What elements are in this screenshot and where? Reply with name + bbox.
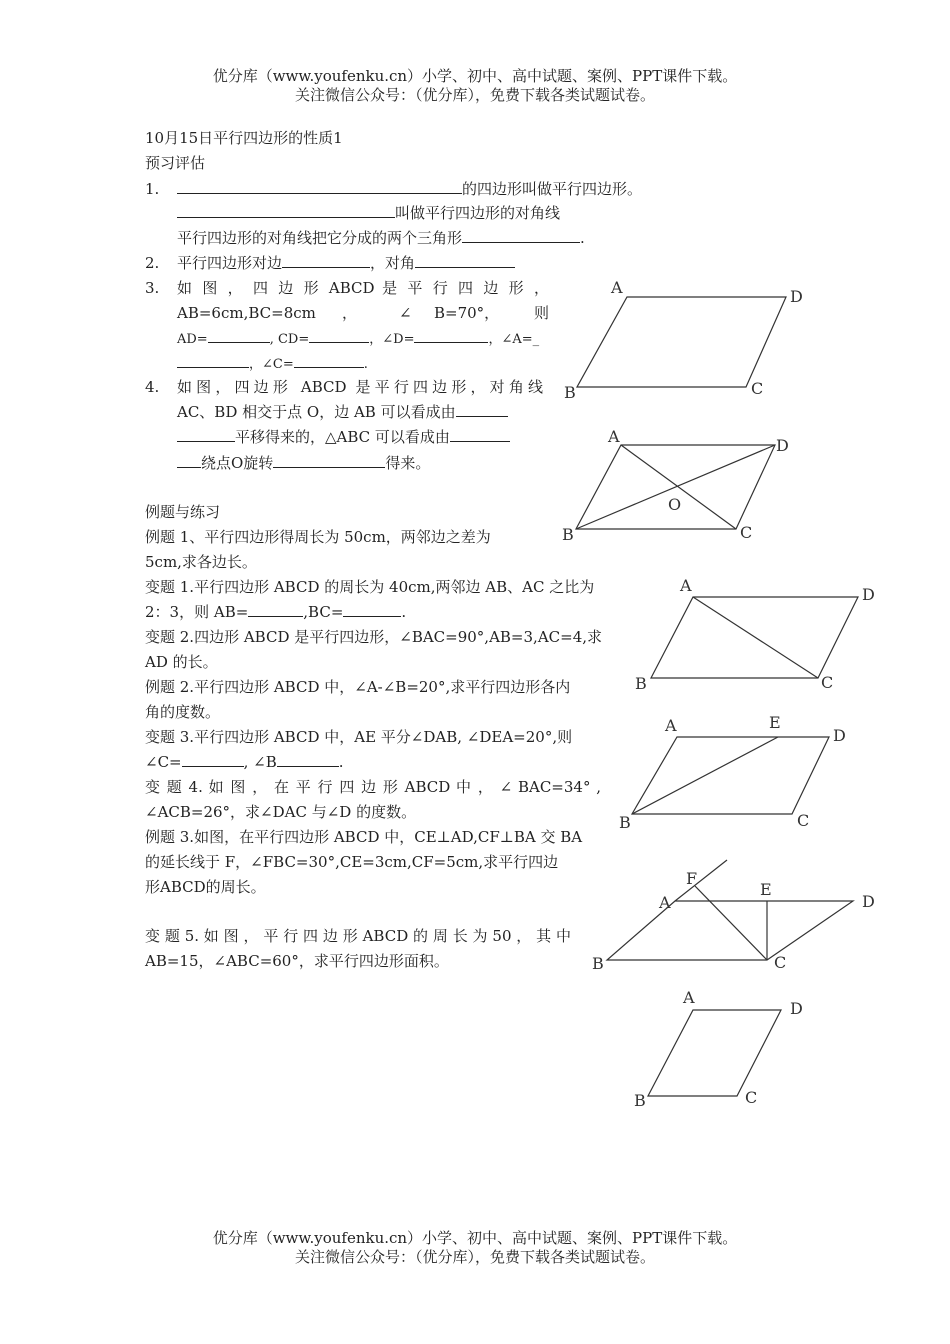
parallelogram-shape: [648, 1010, 781, 1096]
vertex-label-c: C: [745, 1088, 758, 1107]
diagonal-ac: [693, 597, 818, 678]
vertex-label-c: C: [797, 811, 810, 830]
example-3-line-3: 形ABCD的周长。: [145, 878, 266, 896]
variant-4-line-1: 变 题 4. 如 图 ， 在 平 行 四 边 形 ABCD 中 ， ∠ BAC=34° ,: [145, 778, 601, 796]
figure-1-parallelogram: [564, 278, 803, 402]
extension-ba: [675, 860, 727, 901]
vertex-label-a: A: [608, 427, 620, 446]
diagonal-ac: [621, 445, 736, 529]
vertex-label-d: D: [862, 585, 875, 604]
vertex-label-d: D: [790, 999, 803, 1018]
page-title: 10月15日平行四边形的性质1: [145, 129, 343, 147]
example-2-line-1: 例题 2.平行四边形 ABCD 中，∠A-∠B=20°,求平行四边形各内: [145, 678, 571, 696]
point-label-e: E: [769, 713, 781, 732]
q1-line-3: 平行四边形的对角线把它分成的两个三角形 .: [177, 229, 585, 247]
vertex-label-a: A: [665, 716, 677, 735]
q1-number: 1.: [145, 180, 160, 198]
variant-5-line-1: 变 题 5. 如 图 ， 平 行 四 边 形 ABCD 的 周 长 为 50 ， 其 中: [145, 927, 571, 945]
figure-4-parallelogram-bisector: [619, 713, 846, 832]
variant-1-line-2: 2：3，则 AB= ,BC= .: [145, 603, 407, 621]
q4-line-3: 平移得来的，△ABC 可以看成由: [177, 427, 510, 447]
vertex-label-c: C: [774, 953, 787, 972]
variant-4-line-2: ∠ACB=26°，求∠DAC 与∠D 的度数。: [145, 803, 417, 821]
figure-3-parallelogram-diagonal: [635, 576, 875, 693]
q4-line-4: 绕点O旋转 得来。: [177, 453, 430, 473]
diagonal-bd: [576, 445, 775, 529]
figure-5-parallelogram-heights: [592, 860, 875, 973]
q3-line-2: AB=6cm,BC=8cm ， ∠ B=70°， 则: [177, 304, 550, 322]
variant-2-line-2: AD 的长。: [145, 653, 218, 671]
example-1-line-2: 5cm,求各边长。: [145, 553, 257, 571]
q1-line-1: 的四边形叫做平行四边形。: [177, 179, 642, 199]
point-label-o: O: [668, 495, 682, 514]
parallelogram-shape: [632, 737, 829, 814]
vertex-label-c: C: [740, 523, 753, 542]
vertex-label-d: D: [833, 726, 846, 745]
vertex-label-b: B: [564, 383, 576, 402]
example-3-line-2: 的延长线于 F，∠FBC=30°,CE=3cm,CF=5cm,求平行四边: [145, 853, 559, 871]
vertex-label-a: A: [659, 893, 671, 912]
vertex-label-b: B: [592, 954, 604, 973]
footer-line-2: 关注微信公众号：（优分库），免费下载各类试题试卷。: [294, 1248, 655, 1266]
parallelogram-shape: [577, 297, 786, 387]
q1-line-2: 叫做平行四边形的对角线: [177, 203, 560, 223]
vertex-label-c: C: [821, 673, 834, 692]
parallelogram-shape: [607, 901, 853, 960]
q4-line-1: 如图，四边形 ABCD 是平行四边形，对角线: [177, 378, 543, 396]
variant-1-line-1: 变题 1.平行四边形 ABCD 的周长为 40cm,两邻边 AB、AC 之比为: [145, 578, 595, 596]
q3-line-1: 如 图 ， 四 边 形 ABCD 是 平 行 四 边 形 ，: [177, 279, 549, 297]
q3-number: 3.: [145, 279, 160, 297]
figure-2-parallelogram-diagonals: [562, 427, 789, 544]
q3-line-4: ，∠C= .: [177, 353, 368, 375]
perpendicular-cf: [695, 886, 767, 960]
vertex-label-c: C: [751, 379, 764, 398]
vertex-label-d: D: [776, 436, 789, 455]
q2-number: 2.: [145, 254, 160, 272]
example-1-line-1: 例题 1、平行四边形得周长为 50cm，两邻边之差为: [145, 528, 491, 546]
q4-number: 4.: [145, 378, 160, 396]
vertex-label-b: B: [634, 1091, 646, 1110]
q3-line-3: AD= , CD= ，∠D= ，∠A=_: [177, 328, 539, 350]
vertex-label-a: A: [680, 576, 692, 595]
footer-line-1: 优分库（www.youfenku.cn）小学、初中、高中试题、案例、PPT课件下载。: [212, 1229, 738, 1247]
vertex-label-b: B: [635, 674, 647, 693]
preview-heading: 预习评估: [145, 154, 206, 172]
header-line-2: 关注微信公众号：（优分库），免费下载各类试题试卷。: [294, 86, 655, 104]
variant-3-line-2: ∠C= , ∠B .: [145, 753, 344, 771]
example-2-line-2: 角的度数。: [145, 703, 221, 721]
variant-5-line-2: AB=15，∠ABC=60°，求平行四边形面积。: [145, 952, 449, 970]
figure-6-parallelogram: [634, 988, 803, 1110]
vertex-label-d: D: [790, 287, 803, 306]
variant-3-line-1: 变题 3.平行四边形 ABCD 中，AE 平分∠DAB, ∠DEA=20°,则: [145, 728, 573, 746]
point-label-f: F: [686, 869, 698, 888]
vertex-label-d: D: [862, 892, 875, 911]
vertex-label-a: A: [611, 278, 623, 297]
vertex-label-b: B: [562, 525, 574, 544]
q4-line-2: AC、BD 相交于点 O，边 AB 可以看成由: [177, 402, 508, 422]
header-line-1: 优分库（www.youfenku.cn）小学、初中、高中试题、案例、PPT课件下载。: [212, 67, 738, 85]
variant-2-line-1: 变题 2.四边形 ABCD 是平行四边形，∠BAC=90°,AB=3,AC=4,求: [145, 628, 603, 646]
point-label-e: E: [760, 880, 772, 899]
examples-heading: 例题与练习: [145, 503, 221, 521]
example-3-line-1: 例题 3.如图，在平行四边形 ABCD 中，CE⊥AD,CF⊥BA 交 BA: [145, 828, 583, 846]
vertex-label-a: A: [683, 988, 695, 1007]
vertex-label-b: B: [619, 813, 631, 832]
q2-line: 平行四边形对边 ，对角: [177, 253, 515, 273]
